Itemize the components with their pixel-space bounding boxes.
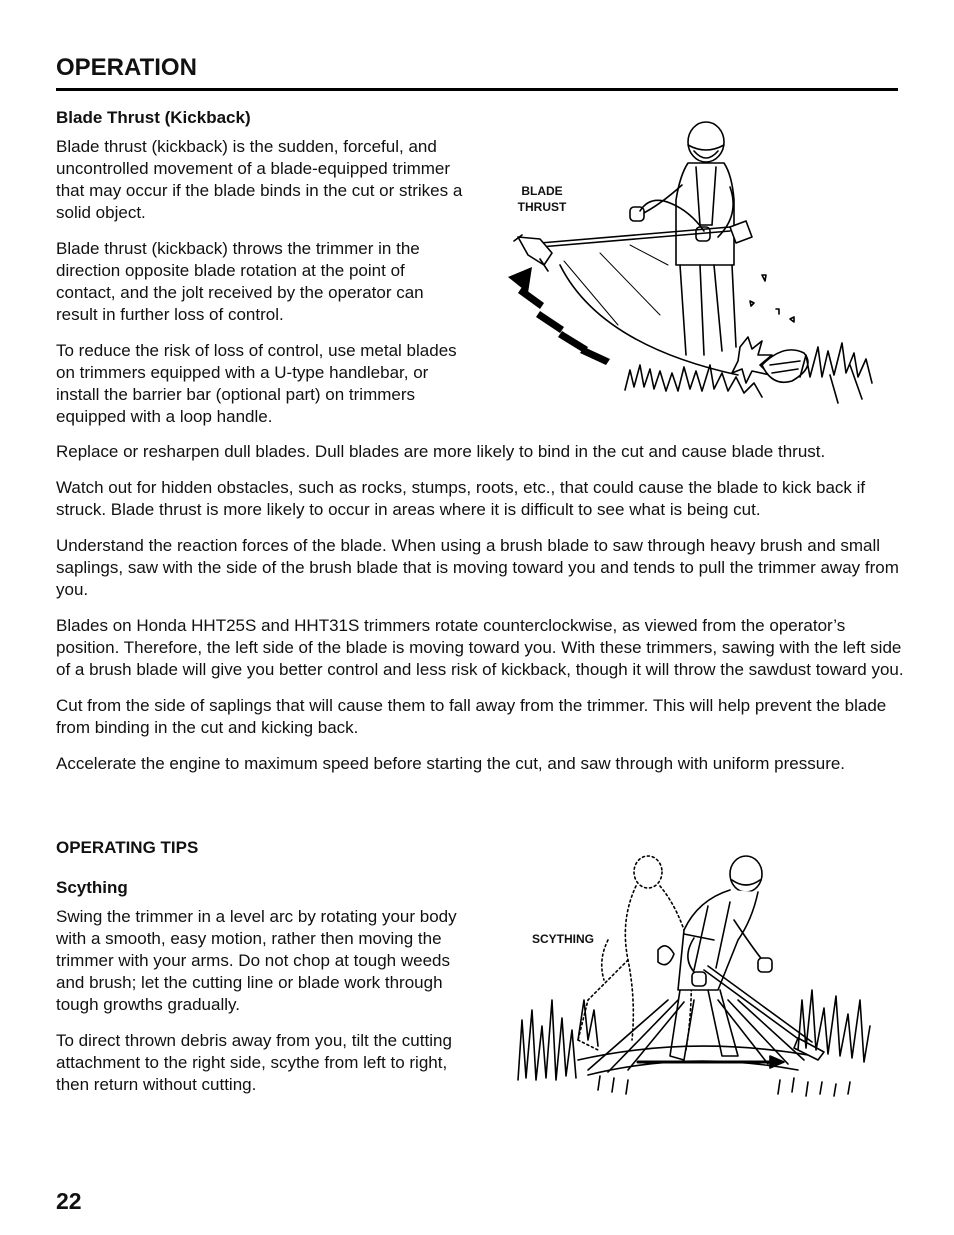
title-rule: [56, 88, 898, 91]
blade-thrust-intro: [56, 108, 466, 442]
scything-figure-label: SCYTHING: [531, 932, 594, 946]
blade-thrust-p6: Understand the reaction forces of the blade. When using a brush blade to saw through heavy brush and small saplings, saw with the side of the brush blade that is moving toward you and tends to pull the trimmer away from you.: [56, 536, 899, 599]
blade-thrust-p9: Accelerate the engine to maximum speed before starting the cut, and saw through with uniform pressure.: [56, 754, 846, 773]
blade-thrust-p8: Cut from the side of saplings that will cause them to fall away from the trimmer. This will help prevent the blade from binding in the cut and kicking back.: [56, 696, 887, 737]
operating-tips-heading: OPERATING TIPS: [56, 838, 199, 857]
operating-tips: [56, 838, 466, 1110]
blade-thrust-heading: Blade Thrust (Kickback): [56, 108, 251, 127]
blade-thrust-p7: Blades on Honda HHT25S and HHT31S trimmers rotate counterclockwise, as viewed from the operator’s position. Therefore, the left side of the blade is moving toward you. With these trimmers, sawing with the left side of a brush blade will give you better control and less risk of kickback, though it will throw the sawdust toward you.: [56, 616, 904, 679]
page-number: 22: [56, 1188, 82, 1214]
scything-heading: Scything: [56, 878, 128, 897]
blade-thrust-label-line2: THRUST: [517, 200, 567, 214]
blade-thrust-label-line1: BLADE: [521, 184, 563, 198]
blade-thrust-details: [56, 441, 904, 789]
blade-thrust-p2: Blade thrust (kickback) throws the trimmer in the direction opposite blade rotation at the point of contact, and the jolt received by the operator can result in further loss of control.: [56, 239, 424, 324]
page-title: OPERATION: [56, 54, 197, 81]
blade-thrust-p1: Blade thrust (kickback) is the sudden, forceful, and uncontrolled movement of a blade-equipped trimmer that may occur if the blade binds in the cut or strikes a solid object.: [56, 137, 463, 222]
scything-p1: Swing the trimmer in a level arc by rotating your body with a smooth, easy motion, rather then moving the trimmer with your arms. Do not chop at tough weeds and brush; let the cutting line or blade work through tough growths gradually.: [56, 907, 457, 1014]
scything-p2: To direct thrown debris away from you, tilt the cutting attachment to the right side, scythe from left to right, then return without cutting.: [56, 1031, 452, 1094]
scything-illustration: [508, 850, 878, 1102]
blade-thrust-p5: Watch out for hidden obstacles, such as rocks, stumps, roots, etc., that could cause the blade to kick back if struck. Blade thrust is more likely to occur in areas where it is difficult to see what is being cut.: [56, 478, 866, 519]
blade-thrust-p4: Replace or resharpen dull blades. Dull blades are more likely to bind in the cut and cause blade thrust.: [56, 442, 826, 461]
blade-thrust-illustration: [500, 115, 890, 415]
blade-thrust-p3: To reduce the risk of loss of control, use metal blades on trimmers equipped with a U-type handlebar, or install the barrier bar (optional part) on trimmers equipped with a loop handle.: [56, 341, 457, 426]
